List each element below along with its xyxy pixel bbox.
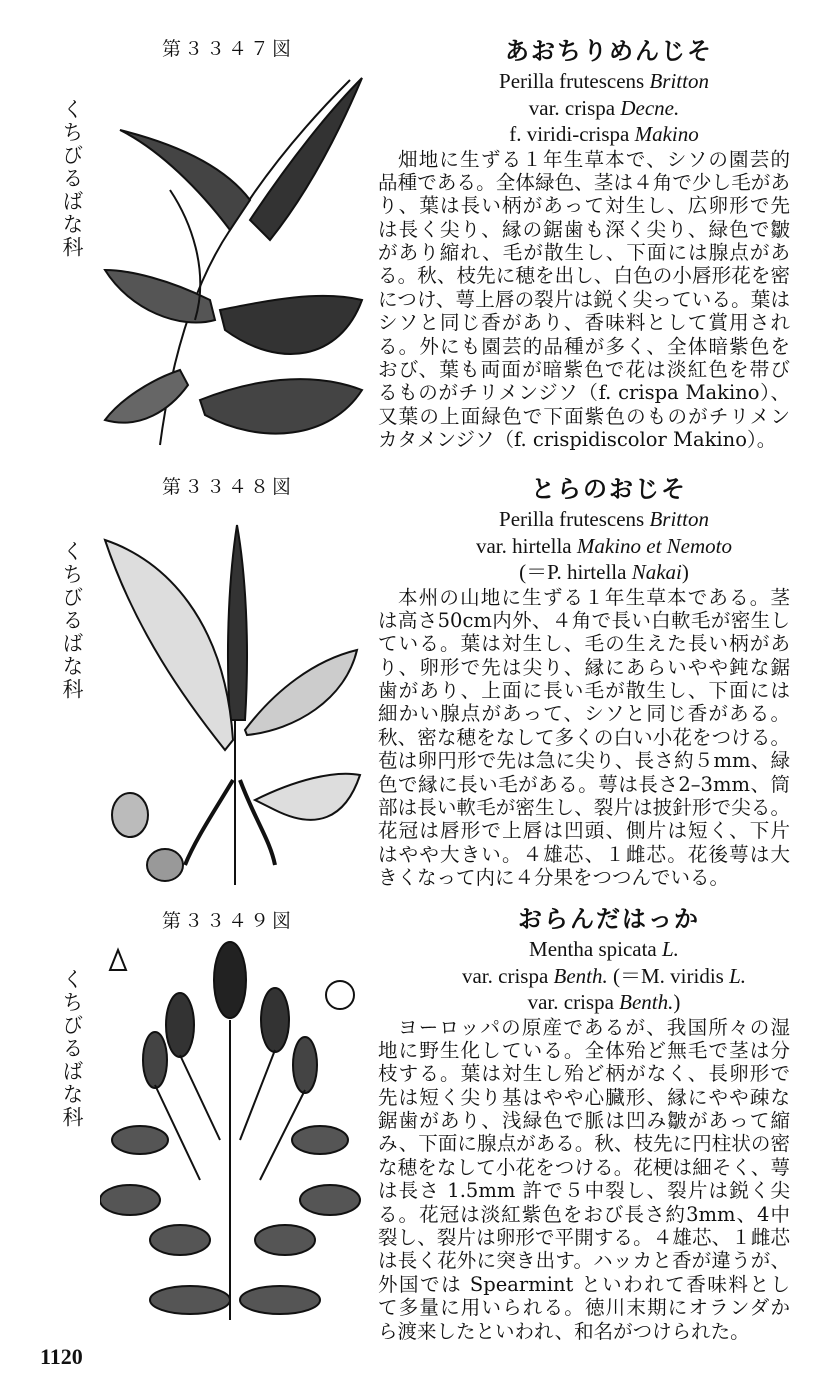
plant-illustration-mentha-spicata — [100, 940, 370, 1330]
description-line: きくなって内に４分果をつつんでいる。 — [378, 866, 730, 890]
description-line: る。外にも園芸的品種が多く、全体暗紫色を — [378, 334, 790, 358]
entry-description — [378, 148, 790, 452]
page-number: 1120 — [40, 1344, 83, 1369]
latin-name-line: f. viridi-crispa Makino — [509, 122, 699, 146]
entry-3349 — [378, 902, 790, 1343]
latin-name-line: (＝P. hirtella Nakai) — [519, 560, 689, 584]
latin-name-line: Perilla frutescens Britton — [499, 507, 709, 531]
description-line: ている。葉は対生し、毛の生えた長い柄があ — [378, 632, 790, 656]
latin-name-line: Mentha spicata L. — [529, 937, 679, 961]
description-line: は長く花外に突き出す。ハッカと香が違うが、 — [378, 1249, 790, 1273]
entry-title: とらのおじそ — [531, 474, 687, 503]
figure-label: 第３３４８図 — [162, 476, 295, 498]
description-line: 裂し、裂片は卵形で平開する。４雄芯、１雌芯 — [378, 1226, 790, 1250]
latin-name-line: var. crispa Benth.) — [527, 990, 681, 1014]
figure-label: 第３３４９図 — [162, 910, 295, 932]
latin-name-line: Perilla frutescens Britton — [499, 69, 709, 93]
description-line: 又葉の上面緑色で下面紫色のものがチリメン — [378, 404, 790, 428]
description-line: につけ、萼上唇の裂片は鋭く尖っている。葉は — [378, 287, 790, 311]
entry-3347 — [378, 34, 790, 452]
latin-name-line: var. crispa Decne. — [528, 95, 680, 120]
entry-title: おらんだはっか — [518, 904, 700, 933]
description-line: ら渡来したといわれ、和名がつけられた。 — [378, 1319, 750, 1343]
description-line: 細かい腺点があって、シソと同じ香がある。 — [378, 702, 790, 726]
description-line: 鋸歯があり、浅緑色で脈は凹み皺があって縮 — [378, 1109, 790, 1133]
description-line: 品種である。全体緑色、茎は４角で少し毛があ — [378, 170, 790, 194]
description-line: り、卵形で先は尖り、縁にあらいやや鈍な鋸 — [378, 655, 790, 679]
description-line: があり縮れ、毛が散生し、下面には腺点があ — [378, 241, 790, 265]
description-line: る。花冠は淡紅紫色をおび長さ約3mm、4中 — [378, 1202, 790, 1226]
description-line: 先は短く尖り基はやや心臓形、縁にやや疎な — [378, 1085, 790, 1109]
description-line: 秋、密な穂をなして多くの白い小花をつける。 — [378, 725, 790, 749]
description-line: は高さ50cm内外、４角で長い白軟毛が密生し — [378, 608, 790, 632]
description-line: み、下面に腺点がある。秋、枝先に円柱状の密 — [378, 1132, 790, 1156]
description-line: は長さ 1.5mm 許で５中裂し、裂片は鋭く尖 — [378, 1179, 790, 1203]
description-line: は長く尖り、縁の鋸歯も深く尖り、緑色で皺 — [378, 217, 790, 241]
entry-title: あおちりめんじそ — [505, 36, 713, 65]
description-line: 苞は卵円形で先は急に尖り、長さ約５mm、緑 — [378, 749, 790, 773]
description-line: はやや大きい。４雄芯、１雌芯。花後萼は大 — [378, 842, 790, 866]
description-line: ヨーロッパの原産であるが、我国所々の湿 — [398, 1015, 790, 1039]
description-line: な穂をなして小花をつける。花梗は細そく、萼 — [378, 1155, 790, 1179]
description-line: 色で縁に長い毛がある。萼は長さ2–3mm、筒 — [378, 772, 790, 796]
description-line: 地に野生化している。全体殆ど無毛で茎は分 — [378, 1038, 790, 1062]
description-line: シソと同じ香があり、香味料として賞用され — [378, 311, 790, 335]
entry-description — [378, 586, 790, 890]
description-line: 畑地に生ずる１年生草本で、シソの園芸的 — [398, 147, 790, 171]
family-label: くちびるばな科 — [60, 98, 84, 259]
description-line: 歯があり、上面に長い毛が散生し、下面には — [378, 679, 790, 703]
description-line: 本州の山地に生ずる１年生草本である。茎 — [398, 585, 790, 609]
family-label: くちびるばな科 — [60, 540, 84, 701]
description-line: 枝する。葉は対生し殆ど柄がなく、長卵形で — [378, 1062, 790, 1086]
entry-description — [378, 1016, 790, 1343]
description-line: り、葉は長い柄があって対生し、広卵形で先 — [378, 194, 790, 218]
description-line: 外国では Spearmint といわれて香味料とし — [378, 1272, 790, 1296]
description-line: る。秋、枝先に穂を出し、白色の小唇形花を密 — [378, 264, 790, 288]
plant-illustration-perilla-crispa — [100, 70, 365, 450]
figure-label: 第３３４７図 — [162, 38, 295, 60]
description-line: るものがチリメンジソ（f. crispa Makino）、 — [378, 381, 790, 405]
latin-name-line: var. hirtella Makino et Nemoto — [475, 533, 733, 558]
latin-name-line: var. crispa Benth. (＝M. viridis L. — [461, 963, 747, 988]
description-line: 花冠は唇形で上唇は凹頭、側片は短く、下片 — [378, 819, 790, 843]
entry-3348 — [378, 472, 790, 890]
description-line: 部は長い軟毛が密生し、裂片は披針形で尖る。 — [378, 796, 790, 820]
description-line: て多量に用いられる。徳川末期にオランダか — [378, 1296, 790, 1320]
family-label: くちびるばな科 — [60, 968, 84, 1129]
description-line: カタメンジソ（f. crispidiscolor Makino）。 — [378, 428, 777, 452]
plant-illustration-perilla-hirtella — [95, 520, 365, 890]
description-line: おび、葉も両面が暗紫色で花は淡紅色を帯び — [378, 358, 790, 382]
